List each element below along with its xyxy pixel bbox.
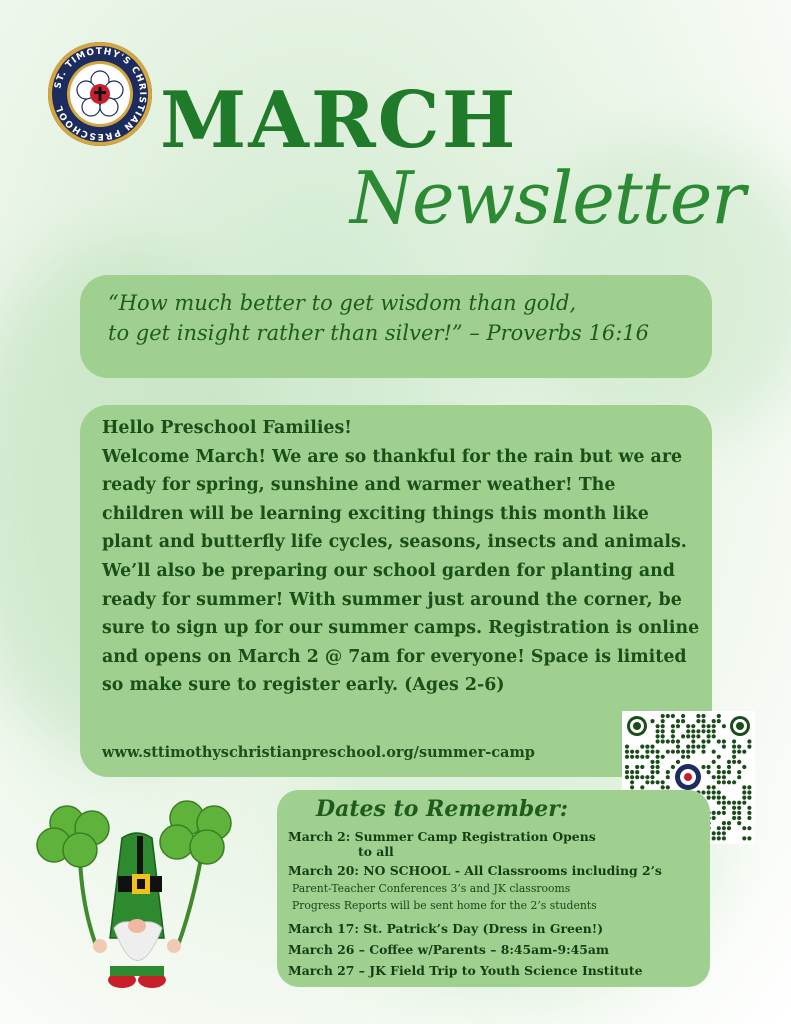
bible-quote	[108, 288, 708, 348]
quote-line-2: to get insight rather than silver!” – Proverbs 16:16	[108, 321, 650, 345]
leprechaun-gnome-icon	[22, 798, 252, 998]
message-body: Welcome March! We are so thankful for the rain but we are ready for spring, sunshine and warmer weather! The children will be learning exciting things this month like plant and butterfly life cycles, seasons, insects and animals. We’ll also be preparing our school garden for planting and ready for summer! With summer just around the corner, be sure to sign up for our summer camps. Registration is online and opens on March 2 @ 7am for everyone! Space is limited so make sure to register early. (Ages 2-6)	[102, 446, 700, 696]
summer-camp-link[interactable]: www.sttimothyschristianpreschool.org/summer-camp	[102, 744, 535, 761]
school-logo	[48, 42, 152, 146]
date-item: March 17: St. Patrick’s Day (Dress in Green!)	[288, 921, 604, 936]
logo-emblem	[70, 64, 130, 124]
date-item: March 20: NO SCHOOL - All Classrooms including 2’s	[288, 863, 662, 878]
greeting: Hello Preschool Families!	[102, 418, 352, 438]
date-subitem: Parent-Teacher Conferences 3’s and JK classrooms	[292, 882, 571, 895]
date-item: March 2: Summer Camp Registration Opens	[288, 829, 596, 844]
date-item: March 26 – Coffee w/Parents – 8:45am-9:45am	[288, 942, 610, 957]
newsletter-title: MARCH	[160, 75, 518, 166]
dates-title: Dates to Remember:	[316, 796, 568, 822]
date-item: to all	[358, 844, 394, 859]
date-subitem: Progress Reports will be sent home for the 2’s students	[292, 899, 597, 912]
rose-cross-icon	[76, 70, 124, 118]
quote-line-1: “How much better to get wisdom than gold,	[108, 291, 577, 315]
message-text	[102, 414, 702, 700]
newsletter-subtitle: Newsletter	[350, 156, 745, 240]
date-item: March 27 – JK Field Trip to Youth Science Institute	[288, 963, 643, 978]
logo-ring-label: ST. TIMOTHY'S CHRISTIAN PRESCHOOL	[53, 46, 148, 142]
